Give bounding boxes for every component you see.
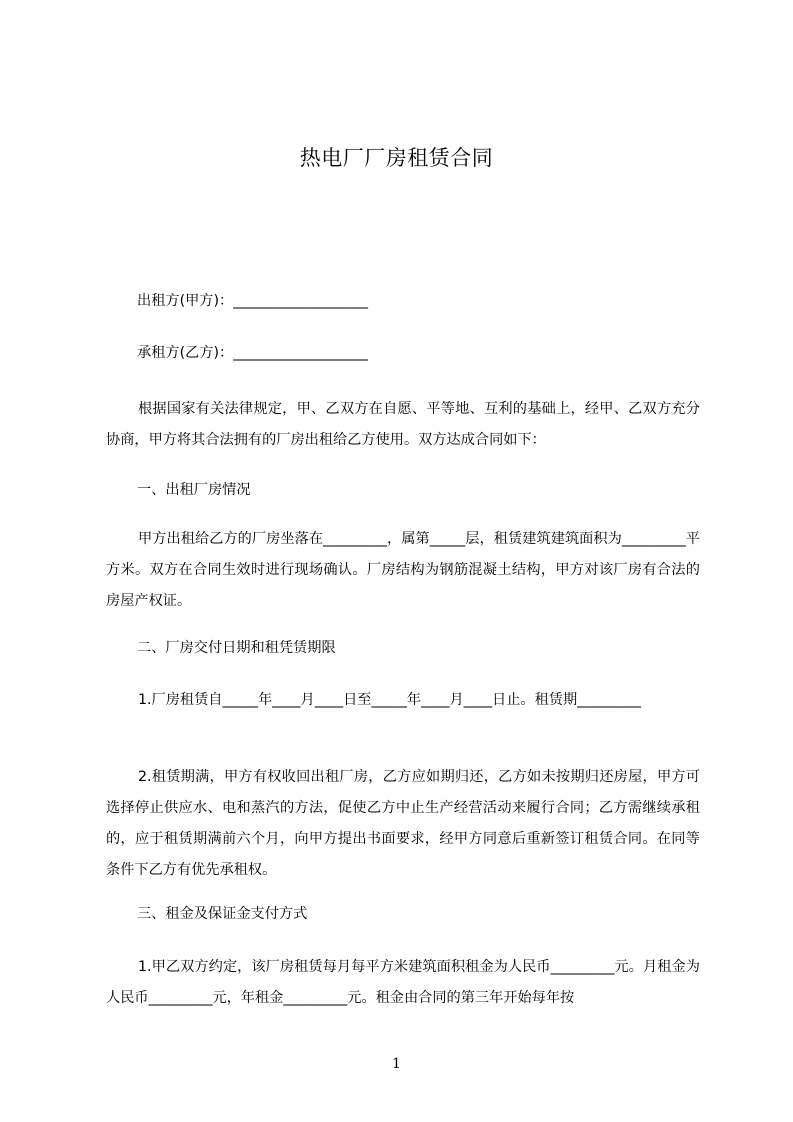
intro-paragraph: 根据国家有关法律规定，甲、乙双方在自愿、平等地、互利的基础上，经甲、乙双方充分协商，甲方将其合法拥有的厂房出租给乙方使用。双方达成合同如下： bbox=[106, 401, 700, 448]
document-title: 热电厂厂房租赁合同 bbox=[299, 146, 494, 170]
section1-paragraph: 甲方出租给乙方的厂房坐落在_________，属第_____层，租赁建筑建筑面积为_________平方米。双方在合同生效时进行现场确认。厂房结构为钢筋混凝土结构，甲方对该厂房有合法的房屋产权证。 bbox=[106, 531, 700, 609]
lessor-line: 出租方(甲方)：___________________ bbox=[137, 293, 368, 309]
page-number: 1 bbox=[392, 1056, 401, 1072]
section2-item1: 1.厂房租赁自_____年____月____日至_____年____月____日止。租赁期_________ bbox=[138, 692, 642, 708]
section2-item2: 2.租赁期满，甲方有权收回出租厂房，乙方应如期归还，乙方如未按期归还房屋，甲方可选择停止供应水、电和蒸汽的方法，促使乙方中止生产经营活动来履行合同；乙方需继续承租的，应于租赁期满前六个月，向甲方提出书面要求，经甲方同意后重新签订租赁合同。在同等条件下乙方有优先承租权。 bbox=[106, 769, 700, 878]
section1-heading: 一、出租厂房情况 bbox=[137, 482, 251, 498]
section2-heading: 二、厂房交付日期和租凭赁期限 bbox=[137, 640, 336, 656]
lessee-line: 承租方(乙方)：___________________ bbox=[137, 345, 368, 361]
section3-item1: 1.甲乙双方约定，该厂房租赁每月每平方米建筑面积租金为人民币_________元。月租金为人民币_________元，年租金_________元。租金由合同的第三年开始每年按 bbox=[106, 959, 700, 1006]
section3-heading: 三、租金及保证金支付方式 bbox=[137, 906, 308, 922]
